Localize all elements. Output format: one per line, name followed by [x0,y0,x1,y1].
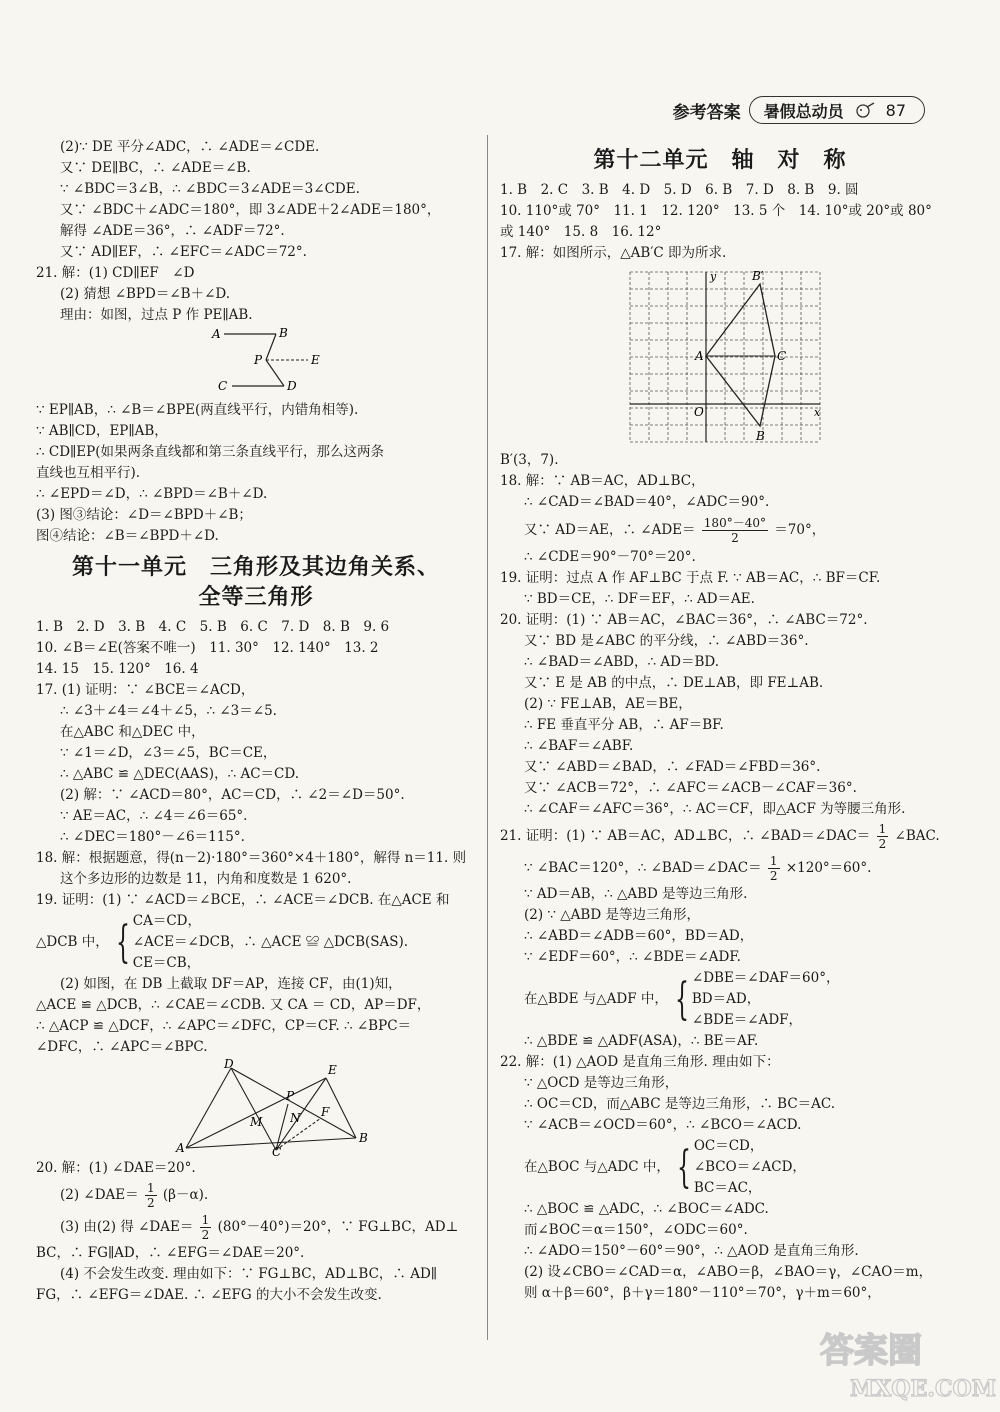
text-line: 直线也互相平行). [36,465,141,481]
fig21-label-b: B [279,326,288,340]
watermark-logo [780,1324,997,1404]
text-part: (β－α). [162,1187,209,1203]
brace-22-line: OC＝CD， [693,1138,764,1154]
text-line: ∴ ∠CDE＝90°－70°＝20°. [524,549,696,565]
fraction-half [768,854,780,883]
text-part: ∵ ∠BAC＝120°，∴ ∠BAD＝∠DAC＝ [524,860,762,876]
text-line: 又∵ ∠BDC＋∠ADC＝180°，即 3∠ADE＋2∠ADE＝180°， [60,202,441,218]
cartoon-icon [854,101,876,119]
watermark-url: MXQE.COM [850,1376,997,1402]
frac-num: 180°－40° [703,516,766,530]
brace-21-line: ∠DBE＝∠DAF＝60°， [691,970,840,986]
text-line: 1. B 2. D 3. B 4. C 5. B 6. C 7. D 8. B 9. 6 [36,619,390,635]
text-line: ∴ ∠ABD＝∠ADB＝60°，BD＝AD， [524,928,754,944]
text-line: 或 140° 15. 8 16. 12° [500,224,662,240]
formula-line [500,852,940,884]
column-divider [487,135,488,1340]
formula-line [36,1211,476,1243]
brace-symbol: { [676,1141,691,1193]
fig19-label-a: A [176,1141,185,1155]
text-line: ∴ ∠CAF＝∠AFC＝36°，∴ AC＝CF，即△ACF 为等腰三角形. [524,801,906,817]
left-column [36,137,476,1306]
text-line: B′(3，7). [500,452,559,468]
brace-19 [36,911,476,974]
text-line: ∵ AE＝AC，∴ ∠4＝∠6＝65°. [60,808,248,824]
fraction-18 [702,516,768,545]
fig19-label-c: C [272,1145,282,1159]
text-line: 这个多边形的边数是 11，内角和度数是 1 620°. [60,871,352,887]
text-line: 又∵ DE∥BC，∴ ∠ADE＝∠B. [60,160,251,176]
header-book-badge [749,96,925,124]
frac-den: 2 [731,531,739,545]
text-line: △ACE ≌ △DCB，∴ ∠CAE＝∠CDB. 又 CA ＝ CD，AP＝DF， [36,997,431,1013]
brace-19-prefix: △DCB 中， [36,934,109,950]
figure-21-parallel-lines [36,328,476,398]
fig19-label-m: M [250,1115,263,1129]
fig19-label-e: E [328,1063,337,1077]
figure-19-triangles [36,1057,476,1159]
section-12-title: 第十二单元 轴 对 称 [593,148,847,173]
brace-19-line: ∠ACE＝∠DCB，∴ △ACE ≌ △DCB(SAS). [132,934,409,950]
fig17-label-a: A [695,349,704,363]
text-line: 又∵ AD∥EF，∴ ∠EFC＝∠ADC＝72°. [60,244,307,260]
fig19-label-p: P [286,1089,295,1103]
text-part: (2) ∠DAE＝ [60,1187,139,1203]
brace-19-line: CA＝CD， [132,913,201,929]
fraction-half [145,1181,157,1210]
text-line: ∵ AB∥CD，EP∥AB， [36,423,168,439]
text-line: ∴ ∠EPD＝∠D，∴ ∠BPD＝∠B＋∠D. [36,486,268,502]
text-line: BC，∴ FG∥AD，∴ ∠EFG＝∠DAE＝20°. [36,1245,305,1261]
text-line: 在△ABC 和△DEC 中， [60,724,205,740]
frac-num: 1 [146,1181,155,1195]
text-line: 19. 证明：(1) ∵ ∠ACD＝∠BCE，∴ ∠ACE＝∠DCB. 在△ACE 和 [36,892,450,908]
text-line: (2) 如图，在 DB 上截取 DF＝AP，连接 CF，由(1)知， [60,976,402,992]
fig21-label-e: E [311,353,320,367]
text-line: ∴ △ACP ≌ △DCF，∴ ∠APC＝∠DFC，CP＝CF. ∴ ∠BPC＝ [36,1018,412,1034]
text-line: 解得 ∠ADE＝36°，∴ ∠ADF＝72°. [60,223,285,239]
text-part: (3) 由(2) 得 ∠DAE＝ [60,1219,194,1235]
brace-22-prefix: 在△BOC 与△ADC 中， [524,1159,670,1175]
brace-22-line: ∠BCO＝∠ACD， [693,1159,806,1175]
text-line: 14. 15 15. 120° 16. 4 [36,661,199,677]
brace-21-line: ∠BDE＝∠ADF， [691,1012,803,1028]
text-line: ∵ EP∥AB，∴ ∠B＝∠BPE(两直线平行，内错角相等). [36,402,359,418]
text-line: ∴ ∠CAD＝∠BAD＝40°，∠ADC＝90°. [524,494,770,510]
page-header [673,95,925,125]
text-line: ∵ ∠1＝∠D，∠3＝∠5，BC＝CE， [60,745,277,761]
fig21-label-p: P [254,353,263,367]
brace-symbol: { [115,916,130,968]
text-line: ∴ ∠ADO＝150°－60°＝90°，∴ △AOD 是直角三角形. [524,1243,859,1259]
text-line: 17. (1) 证明：∵ ∠BCE＝∠ACD， [36,682,255,698]
formula-line [36,1179,476,1211]
text-line: 而∠BOC＝α＝150°，∠ODC＝60°. [524,1222,748,1238]
fig17-label-x: x [814,406,821,419]
text-line: 19. 证明：过点 A 作 AF⊥BC 于点 F. ∵ AB＝AC，∴ BF＝CF. [500,570,881,586]
text-line: ∴ FE 垂直平分 AB，∴ AF＝BF. [524,717,724,733]
text-line: 17. 解：如图所示，△AB′C 即为所求. [500,245,727,261]
text-part: 又∵ AD＝AE，∴ ∠ADE＝ [524,522,696,538]
fraction-half [877,822,889,851]
header-answer-label: 参考答案 [672,102,741,123]
text-line: (2) 猜想 ∠BPD＝∠B＋∠D. [60,286,231,302]
text-line: 10. ∠B＝∠E(答案不唯一) 11. 30° 12. 140° 13. 2 [36,640,379,656]
formula-line [500,513,940,547]
frac-num: 1 [201,1213,210,1227]
text-line: (2) ∵ FE⊥AB，AE＝BE， [524,696,692,712]
text-line: ∴ CD∥EP(如果两条直线都和第三条直线平行，那么这两条 [36,444,384,460]
section-11-title-line2: 全等三角形 [198,585,314,610]
fig19-label-f: F [321,1105,330,1119]
brace-21 [500,968,940,1031]
text-line: 又∵ ∠ACB＝72°，∴ ∠AFC＝∠ACB－∠CAF＝36°. [524,780,857,796]
text-line: 又∵ BD 是∠ABC 的平分线，∴ ∠ABD＝36°. [524,633,809,649]
text-line: ∵ ∠EDF＝60°，∴ ∠BDE＝∠ADF. [524,949,741,965]
brace-22-line: BC＝AC， [693,1180,762,1196]
fig17-label-y: y [710,270,717,283]
text-part: ＝70°， [774,522,826,538]
text-line: ∵ △OCD 是等边三角形， [524,1075,679,1091]
brace-symbol: { [674,973,689,1025]
fig21-label-c: C [218,379,228,393]
frac-num: 1 [769,854,778,868]
header-book-title: 暑假总动员 [763,101,844,121]
text-line: 图④结论：∠B＝∠BPD＋∠D. [36,528,219,544]
fraction-half [200,1213,212,1242]
text-line: 21. 解：(1) CD∥EF ∠D [36,265,195,281]
text-line: 则 α＋β＝60°，β＋γ＝180°－110°＝70°，γ＋m＝60°， [524,1285,881,1301]
text-part: ∠BAC. [894,828,940,844]
text-line: 18. 解：∵ AB＝AC，AD⊥BC， [500,473,705,489]
text-line: 又∵ E 是 AB 的中点，∴ DE⊥AB，即 FE⊥AB. [524,675,824,691]
text-line: (4) 不会发生改变. 理由如下：∵ FG⊥BC，AD⊥BC，∴ AD∥ [60,1266,438,1282]
text-part: (80°－40°)＝20°，∵ FG⊥BC，AD⊥ [217,1219,459,1235]
text-line: ∠DFC，∴ ∠APC＝∠BPC. [36,1039,208,1055]
text-line: ∴ ∠3＋∠4＝∠4＋∠5，∴ ∠3＝∠5. [60,703,277,719]
frac-den: 2 [769,869,778,883]
brace-22 [500,1136,940,1199]
text-line: ∴ ∠DEC＝180°－∠6＝115°. [60,829,245,845]
frac-den: 2 [201,1228,210,1242]
fig21-label-d: D [287,379,297,393]
formula-line [500,820,940,852]
fig17-label-b: B [756,429,765,443]
text-line: 1. B 2. C 3. B 4. D 5. D 6. B 7. D 8. B 9. 圆 [500,182,859,198]
watermark-text: 答案圈 [820,1331,922,1371]
text-line: ∵ BD＝CE，∴ DF＝EF，∴ AD＝AE. [524,591,755,607]
fig17-label-b-prime: B′ [752,269,764,283]
text-line: ∴ ∠BAF＝∠ABF. [524,738,634,754]
text-line: ∴ OC＝CD，而△ABC 是等边三角形，∴ BC＝AC. [524,1096,836,1112]
text-line: (2) ∵ △ABD 是等边三角形， [524,907,700,923]
text-line: ∴ △ABC ≌ △DEC(AAS)，∴ AC＝CD. [60,766,299,782]
text-part: 21. 证明：(1) ∵ AB＝AC，AD⊥BC，∴ ∠BAD＝∠DAC＝ [500,828,871,844]
text-line: ∴ △BDE ≌ △ADF(ASA)，∴ BE＝AF. [524,1033,759,1049]
frac-num: 1 [878,822,887,836]
fig17-label-o: O [694,405,704,419]
fig19-label-d: D [224,1057,234,1071]
right-column [500,140,940,1304]
text-line: 理由：如图，过点 P 作 PE∥AB. [60,307,253,323]
text-line: (2) 解：∵ ∠ACD＝80°，AC＝CD，∴ ∠2＝∠D＝50°. [60,787,405,803]
text-line: ∵ AD＝AB，∴ △ABD 是等边三角形. [524,886,748,902]
brace-21-line: BD＝AD， [691,991,761,1007]
text-part: ×120°＝60°. [785,860,872,876]
fig17-label-c: C [777,349,787,363]
text-line: (2) 设∠CBO＝∠CAD＝α，∠ABO＝β，∠BAO＝γ，∠CAO＝m， [524,1264,933,1280]
brace-21-prefix: 在△BDE 与△ADF 中， [524,991,668,1007]
text-line: 20. 证明：(1) ∵ AB＝AC，∠BAC＝36°，∴ ∠ABC＝72°. [500,612,868,628]
section-11-title-line1: 第十一单元 三角形及其边角关系、 [71,555,440,580]
text-line: 22. 解：(1) △AOD 是直角三角形. 理由如下： [500,1054,780,1070]
text-line: ∴ △BOC ≌ △ADC，∴ ∠BOC＝∠ADC. [524,1201,769,1217]
text-line: (3) 图③结论：∠D＝∠BPD＋∠B； [36,507,252,523]
text-line: 18. 解：根据题意，得(n－2)·180°＝360°×4＋180°，解得 n＝11. 则 [36,850,467,866]
text-line: 又∵ ∠ABD＝∠BAD，∴ ∠FAD＝∠FBD＝36°. [524,759,821,775]
frac-den: 2 [146,1196,155,1210]
text-line: ∵ ∠BDC＝3∠B，∴ ∠BDC＝3∠ADE＝3∠CDE. [60,181,360,197]
text-line: (2)∵ DE 平分∠ADC，∴ ∠ADE＝∠CDE. [60,139,320,155]
page-number: 87 [885,100,906,120]
text-line: 10. 110°或 70° 11. 1 12. 120° 13. 5 个 14. 10°或 20°或 80° [500,203,932,219]
fig21-label-a: A [212,327,221,341]
text-line: 20. 解：(1) ∠DAE＝20°. [36,1160,196,1176]
brace-19-line: CE＝CB， [132,955,201,971]
text-line: FG，∴ ∠EFG＝∠DAE. ∴ ∠EFG 的大小不会发生改变. [36,1287,382,1303]
text-line: ∴ ∠BAD＝∠ABD，∴ AD＝BD. [524,654,719,670]
figure-17-grid [500,266,940,448]
fig19-label-b: B [359,1131,368,1145]
fig19-label-n: N [290,1111,301,1125]
text-line: ∵ ∠ACB＝∠OCD＝60°，∴ ∠BCO＝∠ACD. [524,1117,802,1133]
frac-den: 2 [878,837,887,851]
